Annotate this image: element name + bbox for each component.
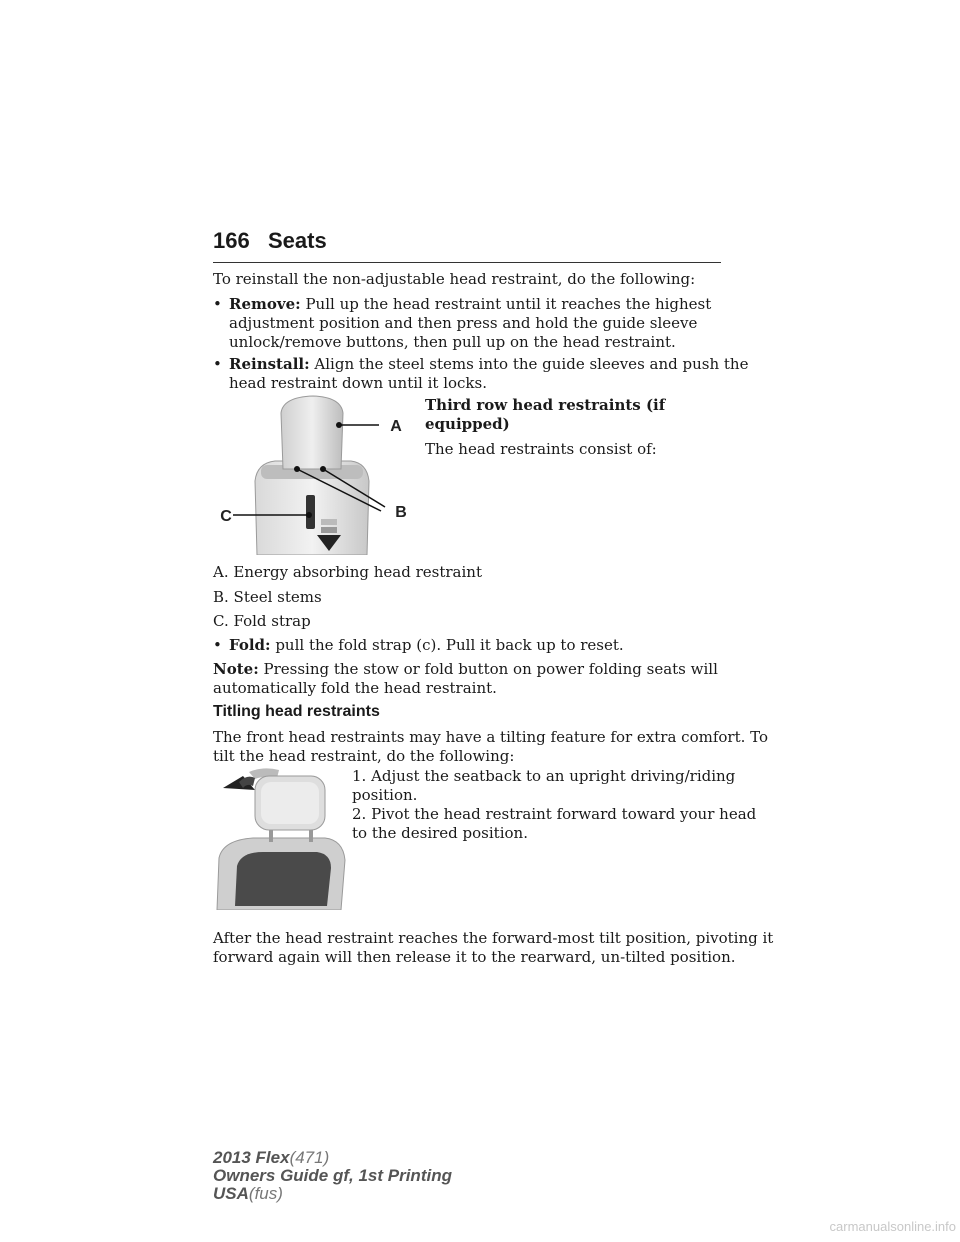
third-row-heading-line-2: equipped) (425, 415, 510, 433)
tilting-step-1-line: position. (352, 786, 418, 804)
bullet-text: Align the steel stems into the guide sleeves and push the (309, 355, 749, 373)
head-restraint-shape (281, 396, 343, 469)
tilting-step-2-line: to the desired position. (352, 824, 528, 842)
label-b: B (395, 504, 407, 521)
bullet-text: unlock/remove buttons, then pull up on the head restraint. (229, 333, 676, 351)
tilting-step-1-line: 1. Adjust the seatback to an upright driving/riding (352, 767, 736, 785)
arrow-shaft-segment (321, 519, 337, 525)
tilting-step-2-line: 2. Pivot the head restraint forward toward your head (352, 805, 757, 823)
bullet-text: pull the fold strap (c). Pull it back up to reset. (270, 636, 624, 654)
note-text: Pressing the stow or fold button on power folding seats will (258, 660, 718, 678)
callout-dot-c (306, 512, 312, 518)
tilting-intro-line: The front head restraints may have a tilting feature for extra comfort. To (213, 728, 769, 746)
page-footer (213, 1149, 452, 1203)
tilting-intro-line: tilt the head restraint, do the following: (213, 747, 515, 765)
head-restraint-highlight (261, 782, 319, 824)
watermark: carmanualsonline.info (829, 1219, 956, 1234)
part-list-item: B. Steel stems (213, 588, 322, 606)
label-c: C (220, 508, 232, 525)
footer-line-2: Owners Guide gf, 1st Printing (213, 1166, 452, 1185)
tilting-heading: Titling head restraints (213, 703, 380, 720)
footer-market-code: (fus) (248, 1184, 283, 1203)
bullet-icon: • (213, 295, 222, 313)
callout-dot-a (336, 422, 342, 428)
footer-model: 2013 Flex (213, 1148, 290, 1167)
page-number: 166 (213, 228, 250, 253)
tilting-head-restraint-figure (213, 764, 348, 910)
bullet-text: Pull up the head restraint until it reaches the highest (300, 295, 712, 313)
callout-dot-b (294, 466, 300, 472)
intro-text: To reinstall the non-adjustable head restraint, do the following: (213, 270, 696, 288)
page-header (213, 228, 721, 263)
third-row-head-restraint-figure (213, 393, 423, 555)
tilting-closing-line: After the head restraint reaches the forward-most tilt position, pivoting it (213, 929, 774, 947)
footer-code: (471) (289, 1148, 330, 1167)
third-row-heading-line-1: Third row head restraints (if (425, 396, 666, 414)
bullet-label: Reinstall: (229, 355, 310, 373)
bullet-icon: • (213, 636, 222, 654)
note-line-2: automatically fold the head restraint. (213, 679, 497, 697)
fold-strap-shape (306, 495, 315, 529)
bullet-text: head restraint down until it locks. (229, 374, 487, 392)
footer-line-1 (213, 1149, 452, 1167)
bullet-text: adjustment position and then press and hold the guide sleeve (229, 314, 698, 332)
arrow-shaft-segment (321, 527, 337, 533)
footer-market: USA (213, 1184, 249, 1203)
label-a: A (390, 418, 402, 435)
section-title: Seats (268, 228, 327, 253)
footer-line-3 (213, 1185, 452, 1203)
bullet-icon: • (213, 355, 222, 373)
part-list-item: C. Fold strap (213, 612, 311, 630)
seat-panel-shape (235, 852, 331, 906)
note-label: Note: (213, 660, 259, 678)
tilting-closing-line: forward again will then release it to the rearward, un-tilted position. (213, 948, 736, 966)
bullet-label: Remove: (229, 295, 301, 313)
third-row-consist-text: The head restraints consist of: (425, 440, 657, 458)
part-list-item: A. Energy absorbing head restraint (213, 563, 482, 581)
bullet-label: Fold: (229, 636, 271, 654)
callout-dot-b (320, 466, 326, 472)
note-line-1 (213, 660, 718, 679)
